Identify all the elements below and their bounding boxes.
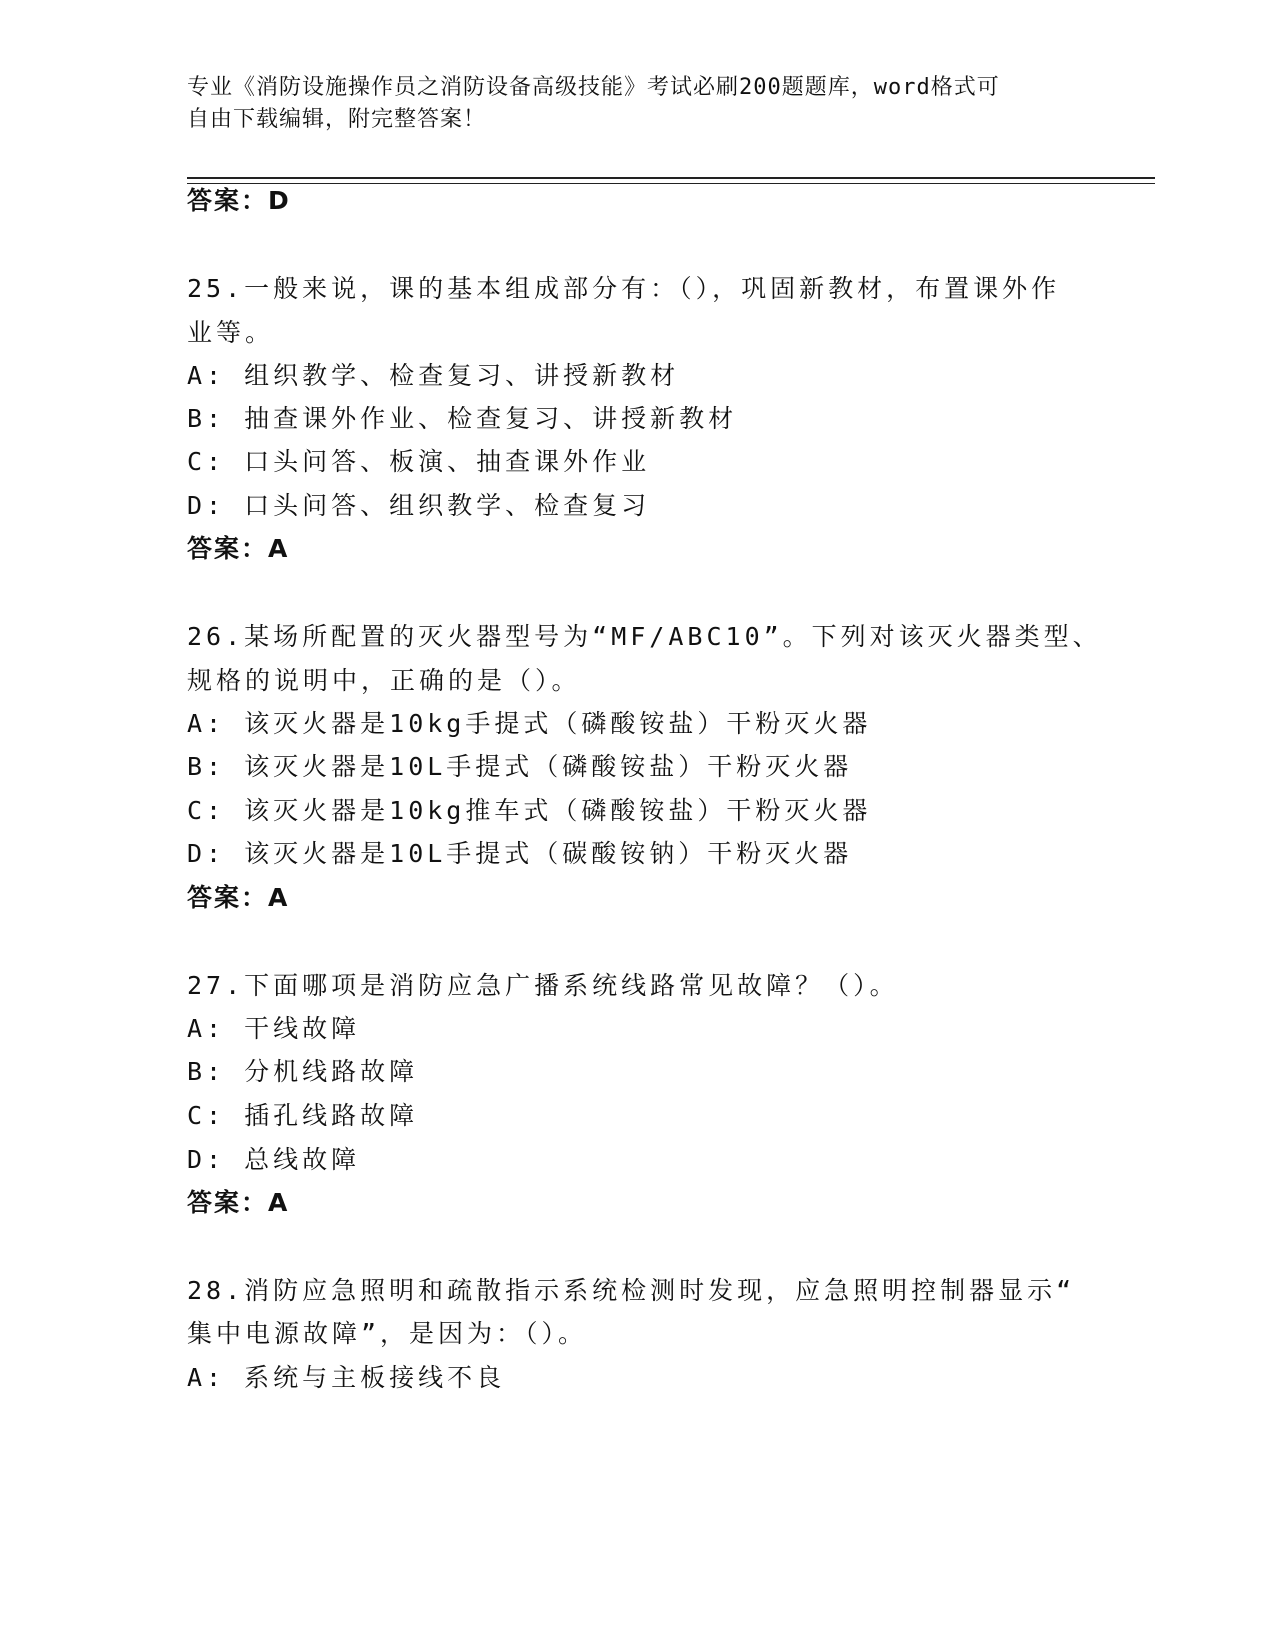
header-line-1: 专业《消防设施操作员之消防设备高级技能》考试必刷200题题库，word格式可 [187,75,1000,100]
q26-option-b: B: 该灭火器是10L手提式（磷酸铵盐）干粉灭火器 [187,752,853,781]
answer-prev: 答案：D [187,186,291,215]
q25-stem-line-2: 业等。 [187,318,275,347]
header-line-2: 自由下载编辑，附完整答案！ [187,107,487,132]
q26-answer: 答案：A [187,883,290,912]
q28-stem-line-2: 集中电源故障”，是因为：（）。 [187,1319,588,1348]
q26-stem-line-1: 26.某场所配置的灭火器型号为“MF/ABC10”。下列对该灭火器类型、 [187,622,1102,651]
q25-option-b: B: 抽查课外作业、检查复习、讲授新教材 [187,404,738,433]
q27-option-b: B: 分机线路故障 [187,1057,419,1086]
q27-stem-line-1: 27.下面哪项是消防应急广播系统线路常见故障？（）。 [187,971,899,1000]
document-header [187,72,1087,136]
q27-option-d: D: 总线故障 [187,1145,361,1174]
q27-answer: 答案：A [187,1188,290,1217]
q26-option-d: D: 该灭火器是10L手提式（碳酸铵钠）干粉灭火器 [187,839,853,868]
header-divider-thin [187,183,1155,184]
q28-stem-line-1: 28.消防应急照明和疏散指示系统检测时发现，应急照明控制器显示“ [187,1276,1076,1305]
q27-option-c: C: 插孔线路故障 [187,1101,419,1130]
q25-option-a: A: 组织教学、检查复习、讲授新教材 [187,361,680,390]
q27-option-a: A: 干线故障 [187,1014,361,1043]
q25-answer: 答案：A [187,534,290,563]
q26-stem-line-2: 规格的说明中，正确的是（）。 [187,666,581,695]
q25-option-c: C: 口头问答、板演、抽查课外作业 [187,447,651,476]
q25-option-d: D: 口头问答、组织教学、检查复习 [187,491,651,520]
q25-stem-line-1: 25.一般来说，课的基本组成部分有：（），巩固新教材，布置课外作 [187,274,1061,303]
q26-option-a: A: 该灭火器是10kg手提式（磷酸铵盐）干粉灭火器 [187,709,872,738]
q26-option-c: C: 该灭火器是10kg推车式（磷酸铵盐）干粉灭火器 [187,796,872,825]
q28-option-a: A: 系统与主板接线不良 [187,1363,506,1392]
header-divider-thick [187,177,1155,179]
